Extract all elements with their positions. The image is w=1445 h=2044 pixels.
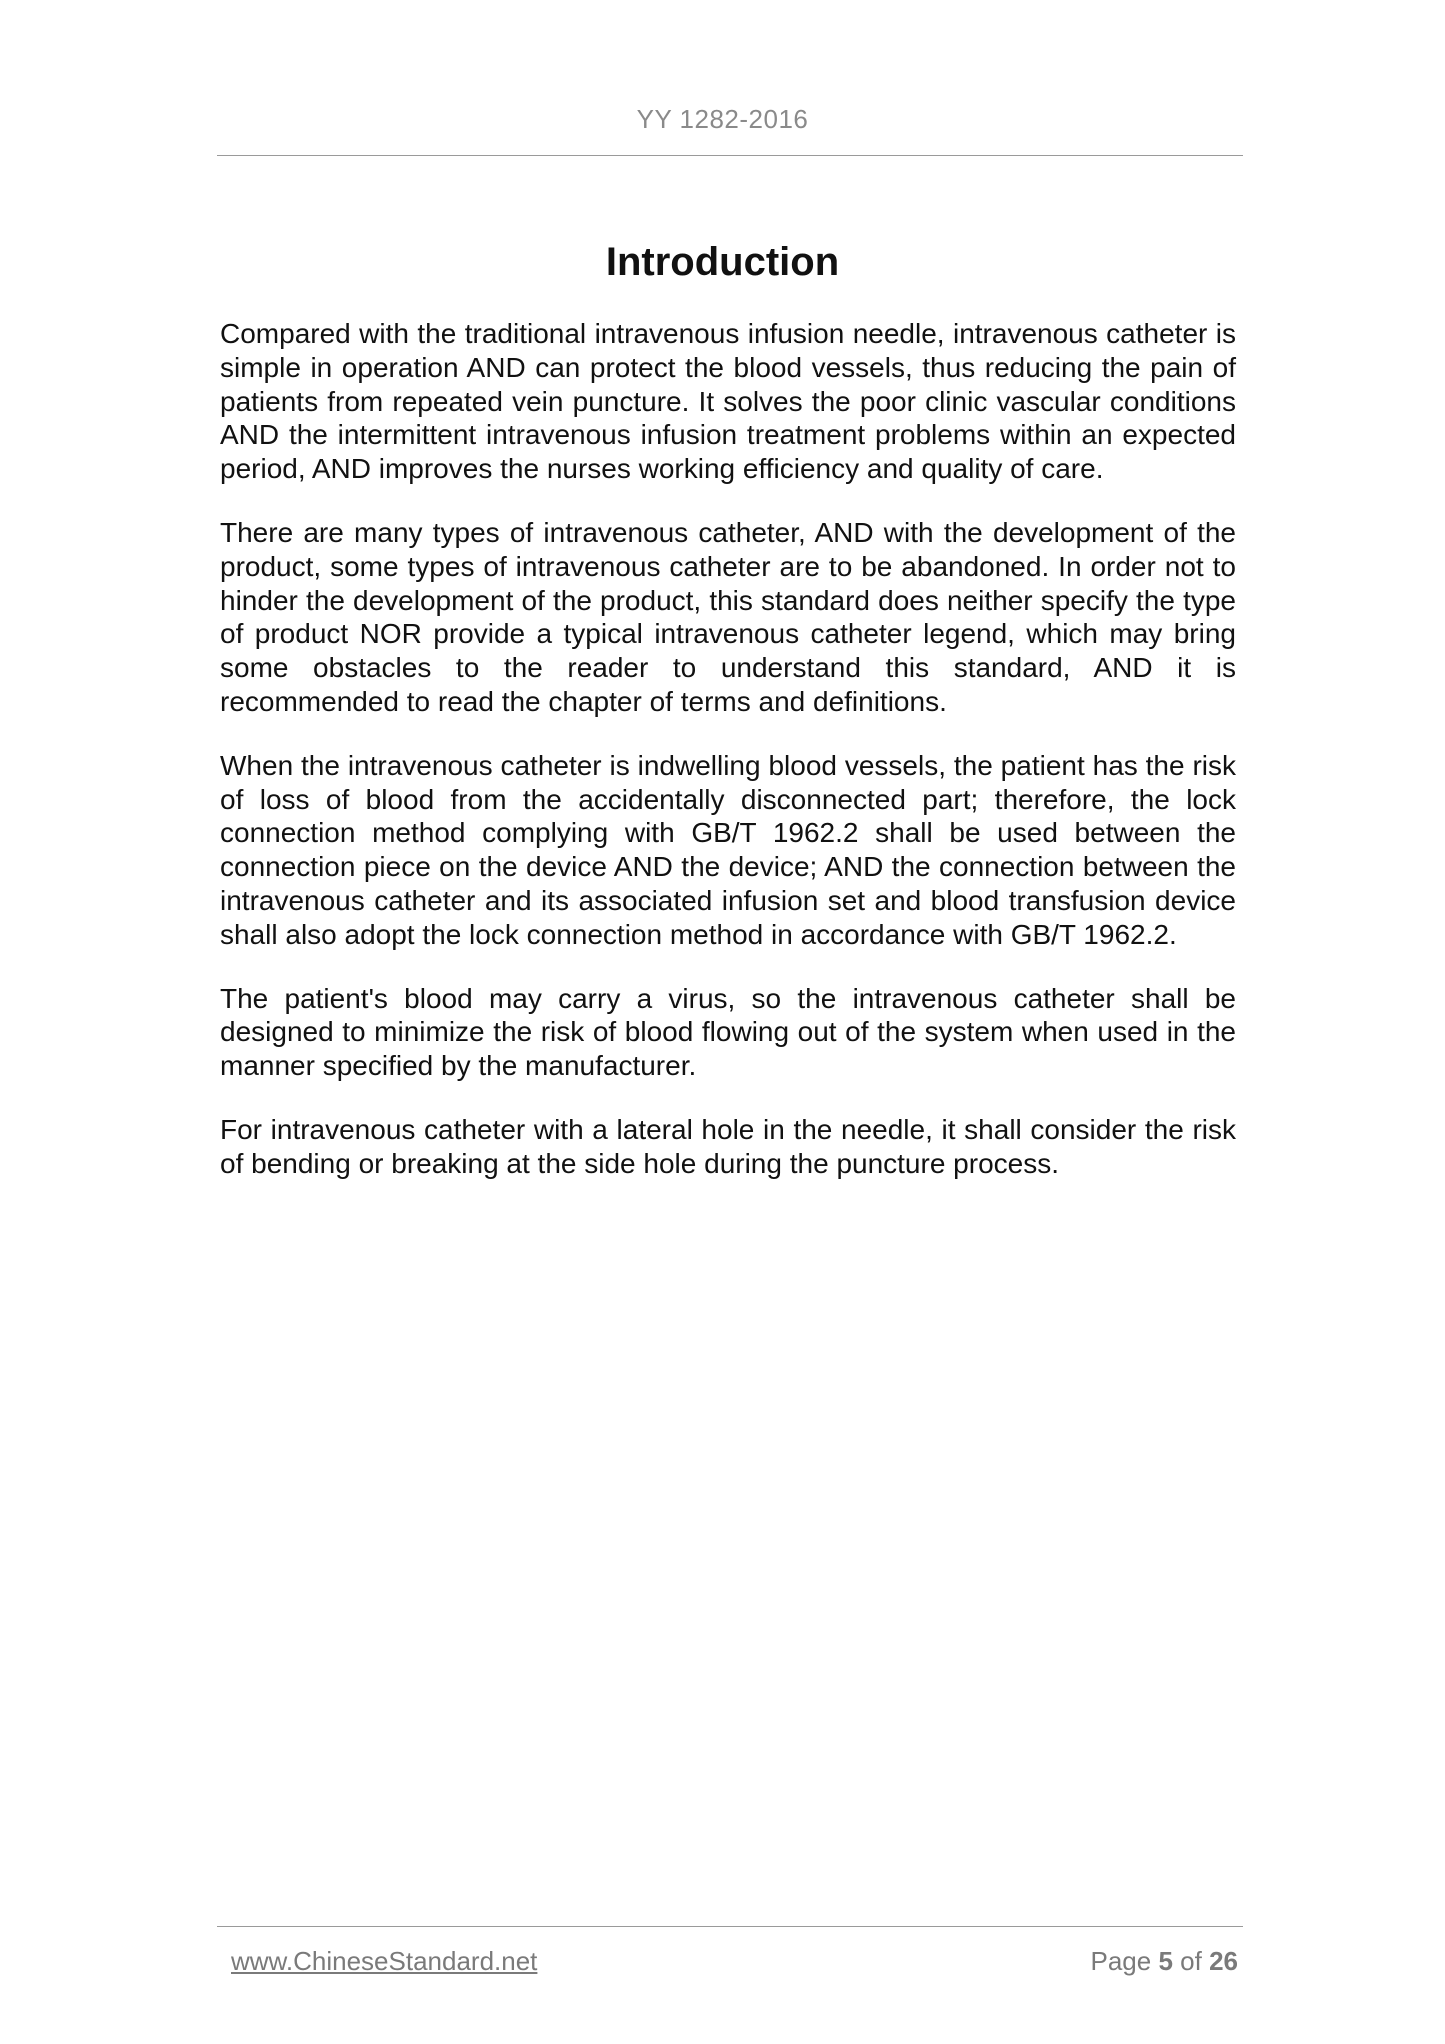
document-code-header: YY 1282-2016 <box>636 104 809 134</box>
of-word: of <box>1180 1946 1202 1976</box>
body-content <box>220 317 1236 1211</box>
paragraph-3: When the intravenous catheter is indwelling blood vessels, the patient has the risk of loss of blood from the accidentally disconnected part; therefore, the lock connection method complying with GB/T 1962.2 shall be used between the connection piece on the device AND the device; AND the connection between the intravenous catheter and its associated infusion set and blood transfusion device shall also adopt the lock connection method in accordance with GB/T 1962.2. <box>220 749 1236 950</box>
total-page-count: 26 <box>1209 1946 1238 1976</box>
header-divider <box>217 155 1243 156</box>
paragraph-5: For intravenous catheter with a lateral hole in the needle, it shall consider the risk of bending or breaking at the side hole during the puncture process. <box>220 1113 1236 1179</box>
paragraph-1: Compared with the traditional intravenous infusion needle, intravenous catheter is simple in operation AND can protect the blood vessels, thus reducing the pain of patients from repeated vein puncture. It solves the poor clinic vascular conditions AND the intermittent intravenous infusion treatment problems within an expected period, AND improves the nurses working efficiency and quality of care. <box>220 318 1236 485</box>
paragraph-4: The patient's blood may carry a virus, so the intravenous catheter shall be designed to minimize the risk of blood flowing out of the system when used in the manner specified by the manufacturer. <box>220 982 1236 1082</box>
page-title: Introduction <box>605 240 840 284</box>
page-word: Page <box>1090 1946 1152 1976</box>
website-link[interactable]: www.ChineseStandard.net <box>231 1946 538 1976</box>
current-page-number: 5 <box>1158 1946 1173 1976</box>
footer-divider <box>217 1926 1243 1927</box>
page-indicator <box>1090 1946 1238 1977</box>
paragraph-2: There are many types of intravenous catheter, AND with the development of the product, some types of intravenous catheter are to be abandoned. In order not to hinder the development of the product, this standard does neither specify the type of product NOR provide a typical intravenous catheter legend, which may bring some obstacles to the reader to understand this standard, AND it is recommended to read the chapter of terms and definitions. <box>220 516 1236 717</box>
